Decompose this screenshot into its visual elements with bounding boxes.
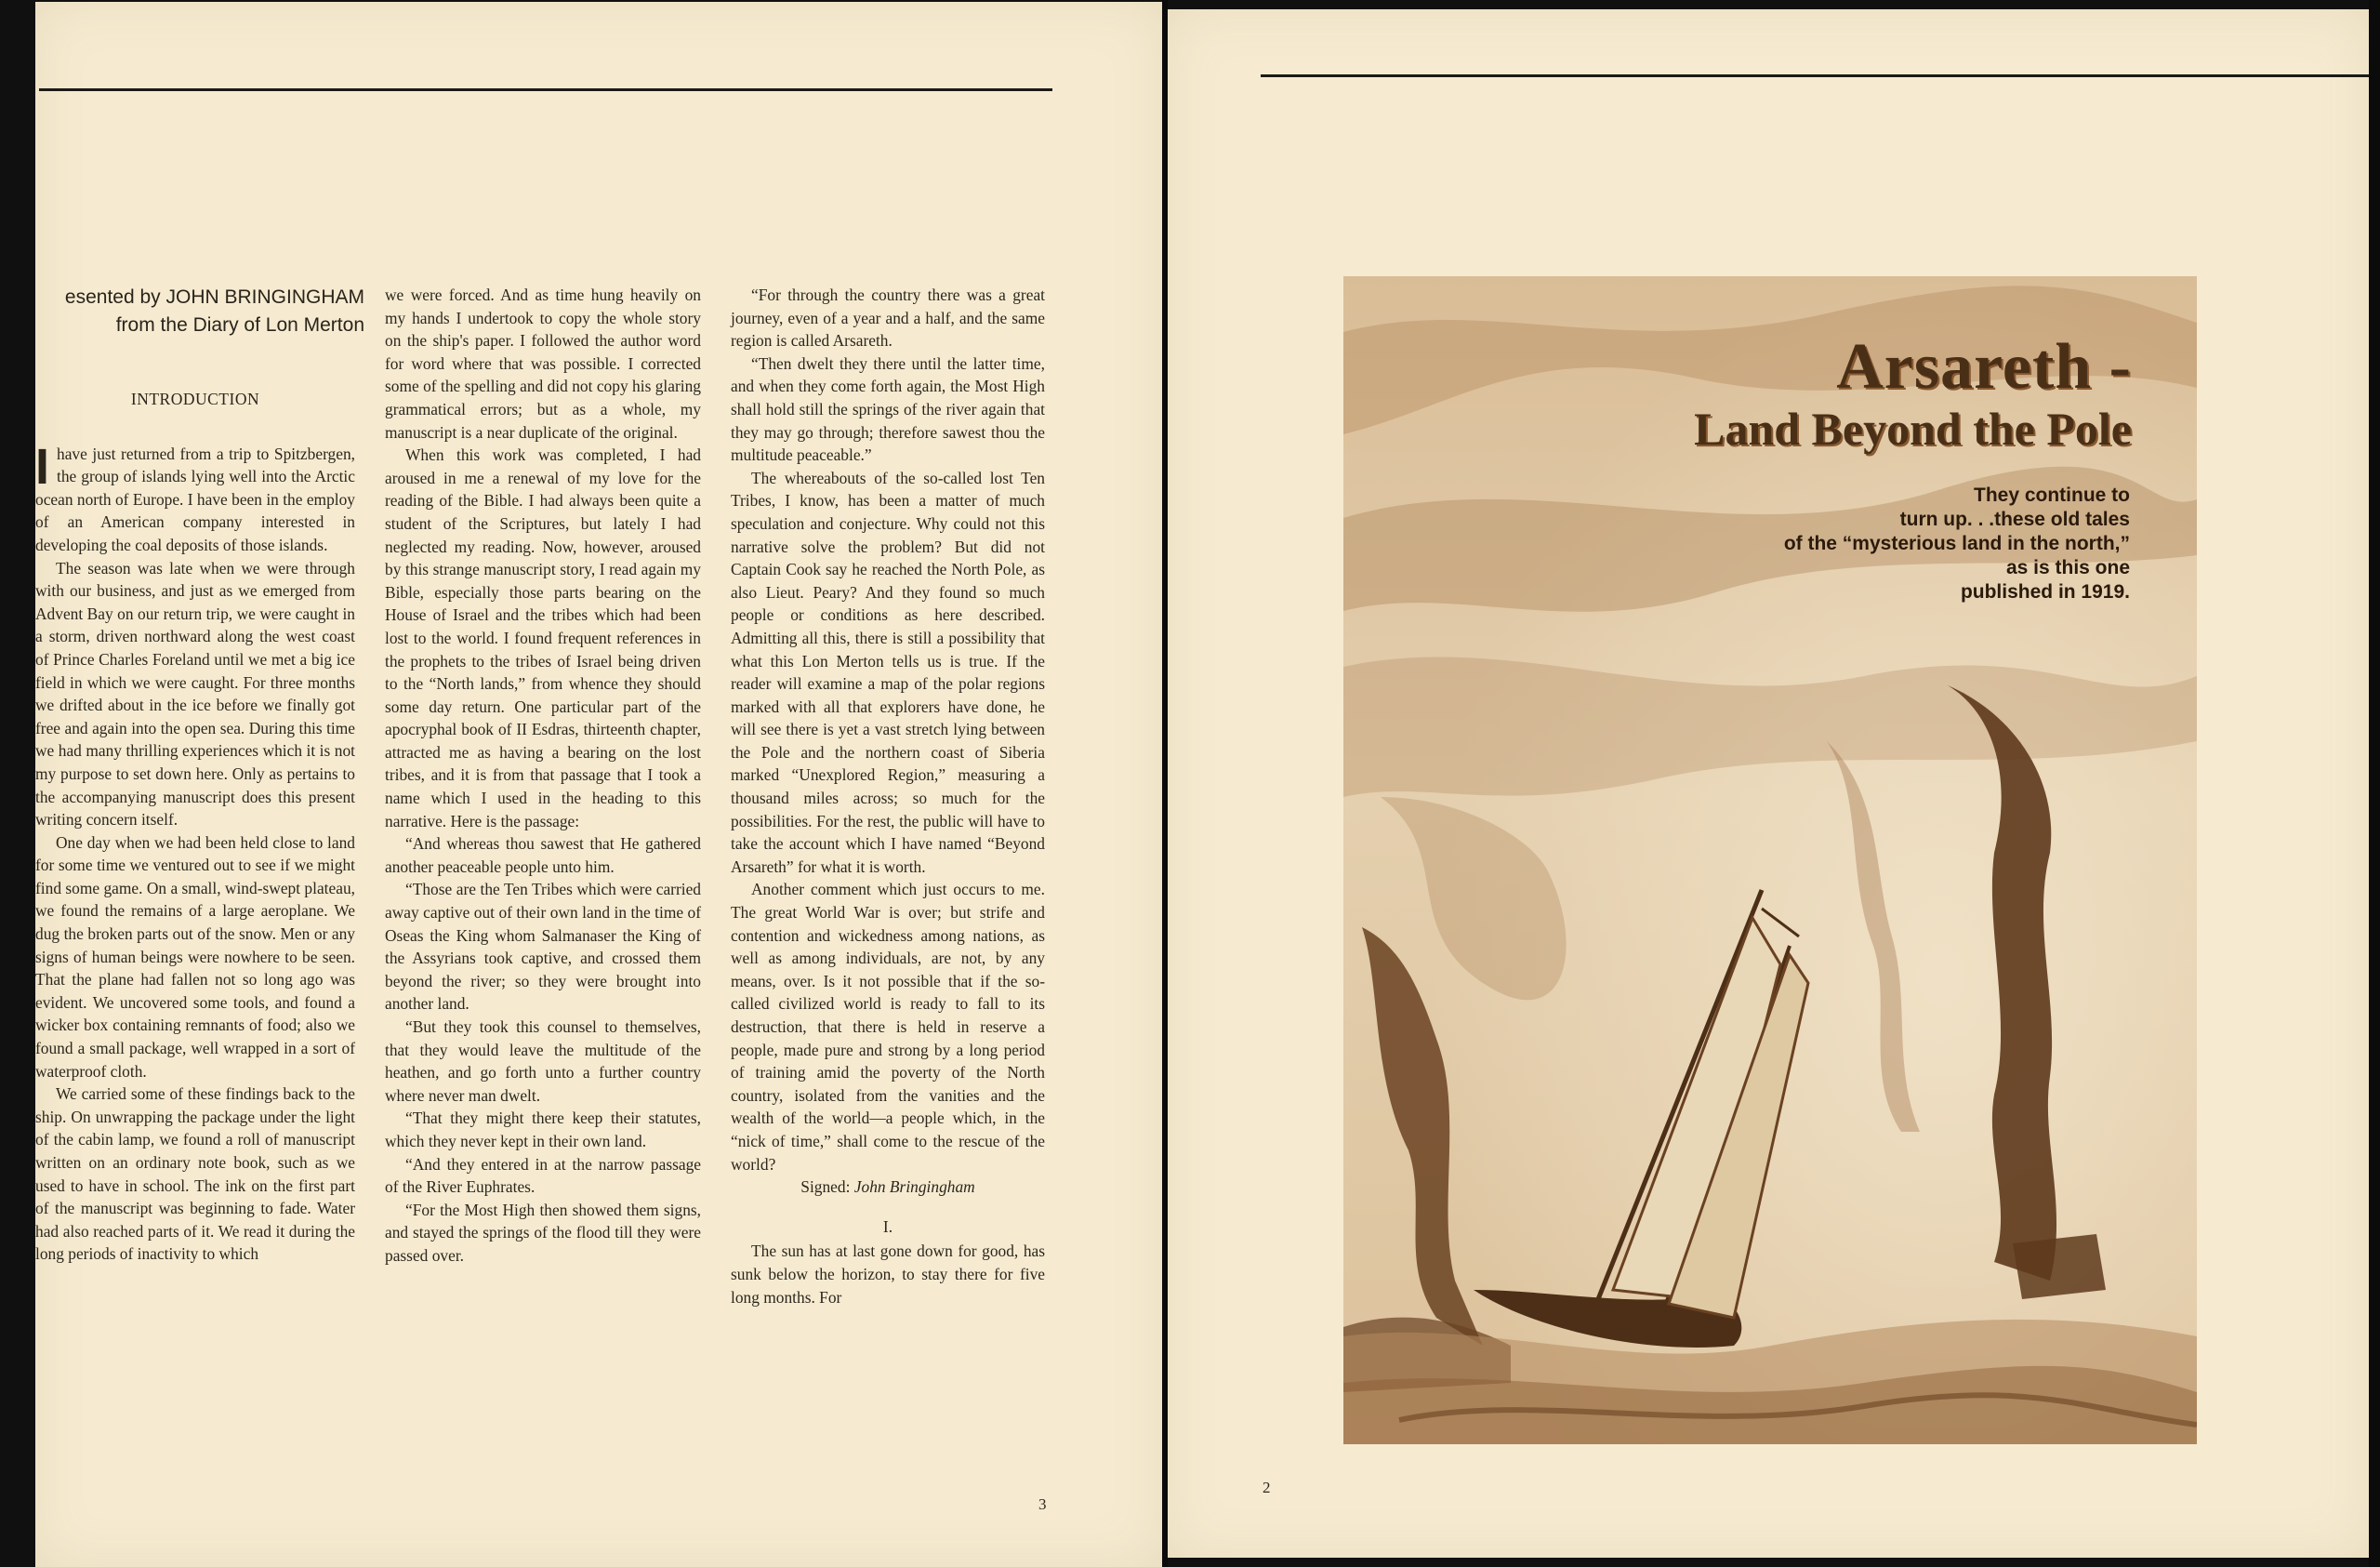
byline-line-1: esented by JOHN BRINGINGHAM (64, 286, 364, 308)
intro-paragraph-3: One day when we had been held close to land for some time we ventured out to see if we might find some game. On a small, wind-swept plateau, we found the remains of a large aeroplane. We dug the broken parts out of the snow. Men or any signs of human beings were nowhere to be seen. That the plane had fallen not so long ago was evident. We uncovered some tools, and found a wicker box containing remnants of food; also we found a small package, well wrapped in a sort of waterproof cloth. (35, 832, 355, 1081)
intro-paragraph-4: We carried some of these findings back to the ship. On unwrapping the package under the light of the cabin lamp, we found a roll of manuscript written on an ordinary note book, such as we used to have in school. The ink on the first part of the manuscript was beginning to fade. Water had also reached parts of it. We read it during the long periods of inactivity to which (35, 1084, 355, 1264)
signed-label: Signed: (800, 1177, 851, 1197)
text-column-2 (385, 284, 701, 1268)
signed-name: John Bringingham (853, 1177, 975, 1197)
col3-paragraph-1: “For through the country there was a great journey, even of a year and a half, and the same region is called Arsareth. (731, 286, 1045, 351)
col3-paragraph-2: “Then dwelt they there until the latter time, and when they come forth again, the Most High shall hold still the springs of the river again that they may go through; therefore sawest thou the multitude peaceable.” (731, 353, 1045, 465)
title-line-1: Arsareth - (1836, 331, 2132, 403)
intro-paragraph-2: The season was late when we were through with our business, and just as we emerged from Advent Bay on our return trip, we were caught in a storm, driven northward along the west coast of Prince Charles Foreland until we met a big ice field in which we were caught. For three months we drifted about in the ice before we finally got free and again into the open sea. During this time we had many thrilling experiences which it is not my purpose to set down here. Only as pertains to the accompanying manuscript does this present writing concern itself. (35, 558, 355, 830)
col2-paragraph-7: “And they entered in at the narrow passage of the River Euphrates. (385, 1154, 701, 1197)
intro-paragraph-1 (35, 438, 355, 557)
col2-paragraph-4: “Those are the Ten Tribes which were carried away captive out of their own land in the time of Oseas the King whom Salmanaser the King of the Assyrians took captive, and crossed them beyond the river; so they were brought into another land. (385, 880, 701, 1014)
right-margin-dark (2369, 0, 2380, 1567)
col3-paragraph-5: The sun has at last gone down for good, has sunk below the horizon, to stay there for five long months. For (731, 1242, 1045, 1307)
top-rule (39, 88, 1052, 91)
col2-paragraph-2: When this work was completed, I had aroused in me a renewal of my love for the reading of the Bible. I had always been quite a student of the Scriptures, but lately I had neglected my reading. Now, however, aroused by this strange manuscript story, I read again my Bible, especially those parts bearing on the House of Israel and the tribes which had been lost to the world. I found frequent references in the prophets to the tribes of Israel being driven to the “North lands,” from whence they should some day return. One particular part of the apocryphal book of II Esdras, thirteenth chapter, attracted me as having a bearing on the lost tribes, and it is from that passage that I took a name which I used in the heading to this narrative. Here is the passage: (385, 445, 701, 830)
page-number-right: 2 (1263, 1479, 1271, 1496)
tagline-line-1: They continue to (1974, 485, 2130, 506)
tagline (1784, 484, 2130, 604)
col2-paragraph-8: “For the Most High then showed them signs, and stayed the springs of the flood till they were passed over. (385, 1200, 701, 1265)
tagline-line-2: turn up. . .these old tales (1899, 509, 2130, 530)
sailing-ship-illustration (1343, 276, 2197, 1444)
section-number: I. (882, 1216, 893, 1236)
signature-line (731, 1175, 1045, 1199)
text-column-3 (731, 284, 1045, 1308)
feature-title (1694, 332, 2132, 455)
col2-paragraph-6: “That they might there keep their statutes, which they never kept in their own land. (385, 1109, 701, 1150)
title-line-2: Land Beyond the Pole (1694, 403, 2132, 455)
right-page (1168, 9, 2369, 1558)
intro-paragraph-1-text: have just returned from a trip to Spitzbergen, the group of islands lying well into the Arctic ocean north of Europe. I have been in the employ of an American company interested in developing the coal deposits of those islands. (35, 444, 355, 554)
col2-paragraph-3: “And whereas thou sawest that He gathered another peaceable people unto him. (385, 834, 701, 876)
left-page (35, 2, 1162, 1567)
col3-paragraph-3: The whereabouts of the so-called lost Ten Tribes, I know, has been a matter of much speculation and conjecture. Why could not this narrative solve the problem? But did not Captain Cook say he reached the North Pole, as also Lieut. Peary? And they found so much people or conditions as here described. Admitting all this, there is still a possibility that what this Lon Merton tells us is true. If the reader will examine a map of the polar regions marked with all that explorers have done, he will see there is yet a vast stretch lying between the Pole and the northern coast of Siberia marked “Unexplored Region,” measuring a thousand miles across; so much for the possibilities. For the rest, the public will have to take the account which I have named “Beyond Arsareth” for what it is worth. (731, 468, 1045, 876)
tagline-line-3: of the “mysterious land in the north,” (1783, 533, 2130, 554)
byline-line-2: from the Diary of Lon Merton (115, 314, 364, 336)
tagline-line-4: as is this one (2005, 557, 2130, 578)
text-column-1 (35, 332, 355, 1266)
col3-paragraph-4: Another comment which just occurs to me. The great World War is over; but strife and contention and wickedness among nations, as well as among individuals, are not, by any means, over. Is it not possible that if the so-called civilized world is ready to fall to its destruction, that there is held in reserve a people, made pure and strong by a long period of training amid the poverty of the North country, isolated from the vanities and the wealth of the world—a people which, in the “nick of time,” shall come to the rescue of the world? (731, 880, 1045, 1174)
col2-paragraph-5: “But they took this counsel to themselves, that they would leave the multitude of the heathen, and go forth unto a further country where never man dwelt. (385, 1017, 701, 1105)
drop-cap: I (35, 438, 50, 495)
byline (65, 284, 364, 339)
col2-paragraph-1: we were forced. And as time hung heavily on my hands I undertook to copy the whole story on the ship's paper. I followed the author word for word where that was possible. I corrected some of the spelling and did not copy his glaring grammatical errors; but as a whole, my manuscript is a near duplicate of the original. (385, 286, 701, 442)
page-number-left: 3 (1038, 1495, 1047, 1513)
introduction-heading: INTRODUCTION (130, 390, 260, 408)
tagline-line-5: published in 1919. (1960, 581, 2130, 603)
top-rule-right (1261, 74, 2369, 77)
